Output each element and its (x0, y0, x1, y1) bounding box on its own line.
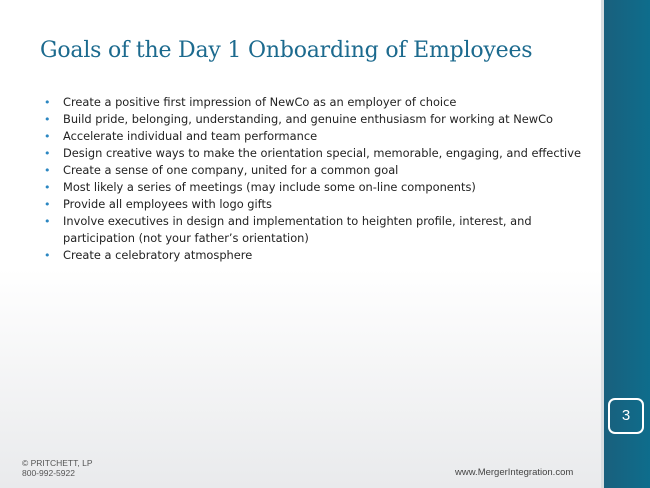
page-number-badge: 3 (608, 398, 644, 434)
bullet-icon: • (44, 164, 51, 177)
bullet-text: Create a sense of one company, united for a common goal (63, 163, 399, 177)
bullet-icon: • (44, 181, 51, 194)
bullet-item (43, 162, 593, 179)
bullet-icon: • (44, 113, 51, 126)
bullet-item (43, 179, 593, 196)
bullet-icon: • (44, 249, 51, 262)
bullet-item (43, 128, 593, 145)
bullet-text: Design creative ways to make the orientation special, memorable, engaging, and effective (63, 146, 581, 160)
sidebar-edge (601, 0, 604, 488)
bullet-item (43, 145, 593, 162)
slide-title: Goals of the Day 1 Onboarding of Employees (40, 38, 533, 63)
footer-copyright (22, 458, 93, 478)
bullet-text: Involve executives in design and implementation to heighten profile, interest, and participation (not your father’s orientation) (63, 214, 532, 245)
bullet-text: Create a positive first impression of NewCo as an employer of choice (63, 95, 457, 109)
bullet-icon: • (44, 147, 51, 160)
bullet-list (43, 94, 593, 264)
bullet-text: Provide all employees with logo gifts (63, 197, 272, 211)
bullet-item (43, 94, 593, 111)
bullet-icon: • (44, 215, 51, 228)
bullet-item (43, 247, 593, 264)
bullet-item (43, 213, 593, 247)
bullet-text: Accelerate individual and team performance (63, 129, 318, 143)
footer-company: © PRITCHETT, LP (22, 458, 93, 468)
bullet-item (43, 111, 593, 128)
bullet-icon: • (44, 130, 51, 143)
bullet-item (43, 196, 593, 213)
bullet-icon: • (44, 198, 51, 211)
footer-phone: 800-992-5922 (22, 468, 75, 478)
bullet-text: Create a celebratory atmosphere (63, 248, 253, 262)
bullet-icon: • (44, 96, 51, 109)
footer-website: www.MergerIntegration.com (455, 467, 574, 478)
bullet-text: Most likely a series of meetings (may include some on-line components) (63, 180, 476, 194)
bullet-text: Build pride, belonging, understanding, and genuine enthusiasm for working at NewCo (63, 112, 554, 126)
